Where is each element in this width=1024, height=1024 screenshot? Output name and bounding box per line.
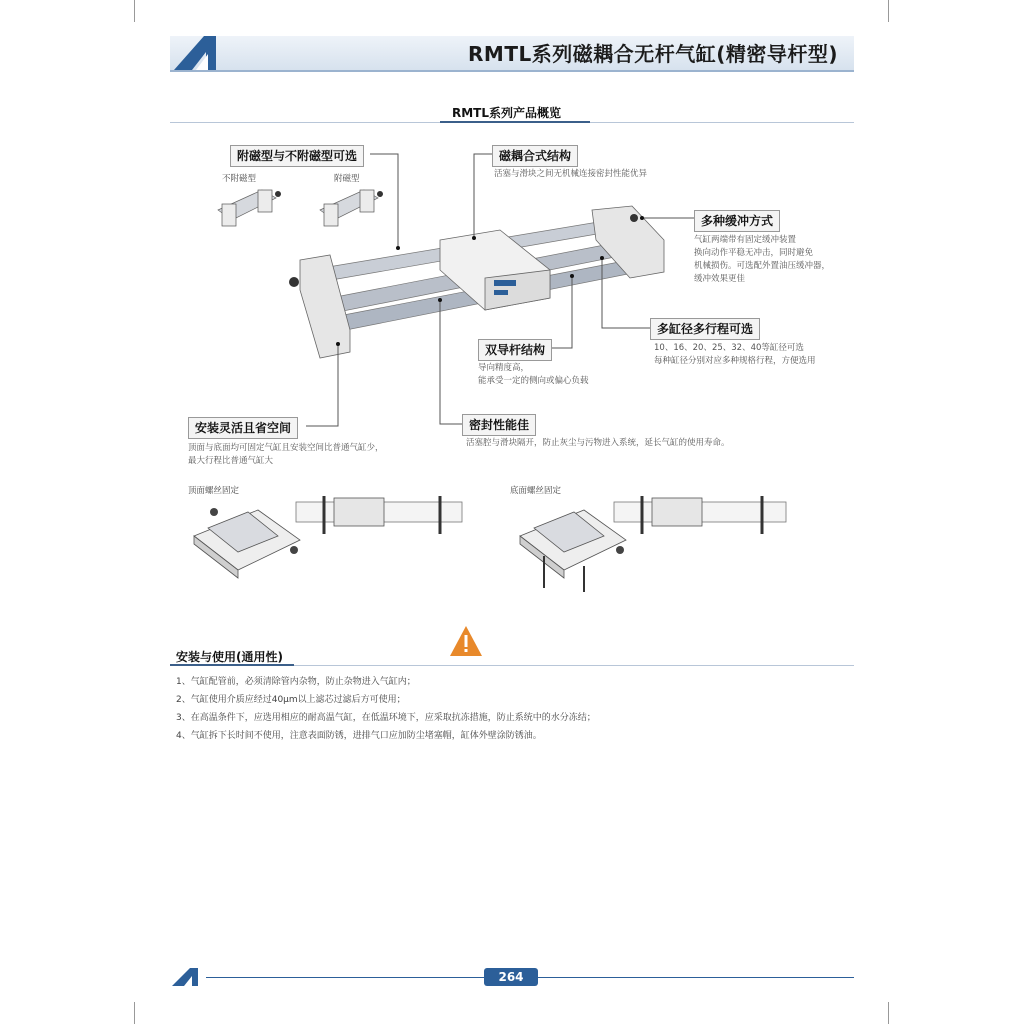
page-number: 264	[484, 968, 538, 986]
feature-guide-label: 双导杆结构	[478, 339, 552, 361]
mount-bottom-label: 底面螺丝固定	[510, 486, 562, 496]
feature-cushion-desc-1: 气缸两端带有固定缓冲装置	[694, 235, 797, 245]
feature-mount-desc-1: 顶面与底面均可固定气缸且安装空间比普通气缸少，	[188, 443, 384, 453]
mount-top-label: 顶面螺丝固定	[188, 486, 240, 496]
usage-item-4: 4、气缸拆下长时间不使用，注意表面防锈，进排气口应加防尘堵塞帽，缸体外壁涂防锈油。	[176, 731, 542, 741]
magnet-label: 附磁型	[334, 174, 360, 184]
feature-seal-desc: 活塞腔与滑块隔开，防止灰尘与污物进入系统，延长气缸的使用寿命。	[466, 438, 730, 448]
page-title: RMTL系列磁耦合无杆气缸(精密导杆型)	[468, 42, 838, 66]
feature-bore-desc-2: 每种缸径分别对应多种规格行程，方便选用	[654, 356, 816, 366]
feature-cushion-label: 多种缓冲方式	[694, 210, 780, 232]
feature-cushion-desc-2: 换向动作平稳无冲击，同时避免	[694, 248, 814, 258]
feature-coupling-desc: 活塞与滑块之间无机械连接密封性能优异	[494, 169, 648, 179]
feature-magnet-label: 附磁型与不附磁型可选	[230, 145, 364, 167]
usage-rule-accent	[170, 664, 294, 666]
feature-cushion-desc-3: 机械损伤。可选配外置油压缓冲器，	[694, 261, 831, 271]
feature-mount-desc-2: 最大行程比普通气缸大	[188, 456, 274, 466]
feature-bore-label: 多缸径多行程可选	[650, 318, 760, 340]
feature-guide-desc-1: 导向精度高，	[478, 363, 530, 373]
feature-cushion-desc-4: 缓冲效果更佳	[694, 274, 746, 284]
usage-title: 安装与使用(通用性)	[176, 650, 283, 664]
feature-guide-desc-2: 能承受一定的侧向或偏心负载	[478, 376, 589, 386]
usage-item-1: 1、气缸配管前，必须清除管内杂物，防止杂物进入气缸内；	[176, 677, 416, 687]
feature-mount-label: 安装灵活且省空间	[188, 417, 298, 439]
footer-logo-icon	[170, 966, 204, 988]
overview-title: RMTL系列产品概览	[452, 106, 562, 120]
bottom-mount-side-view	[612, 494, 788, 538]
feature-seal-label: 密封性能佳	[462, 414, 536, 436]
feature-coupling-label: 磁耦合式结构	[492, 145, 578, 167]
warning-triangle-icon	[448, 624, 484, 658]
top-mount-diagram	[188, 496, 308, 580]
usage-item-3: 3、在高温条件下，应选用相应的耐高温气缸，在低温环境下，应采取抗冻措施，防止系统中的水分冻结；	[176, 713, 596, 723]
non-magnet-label: 不附磁型	[222, 174, 257, 184]
top-mount-side-view	[294, 494, 464, 538]
usage-item-2: 2、气缸使用介质应经过40μm以上滤芯过滤后方可使用；	[176, 695, 406, 705]
feature-bore-desc-1: 10、16、20、25、32、40等缸径可选	[654, 343, 804, 353]
